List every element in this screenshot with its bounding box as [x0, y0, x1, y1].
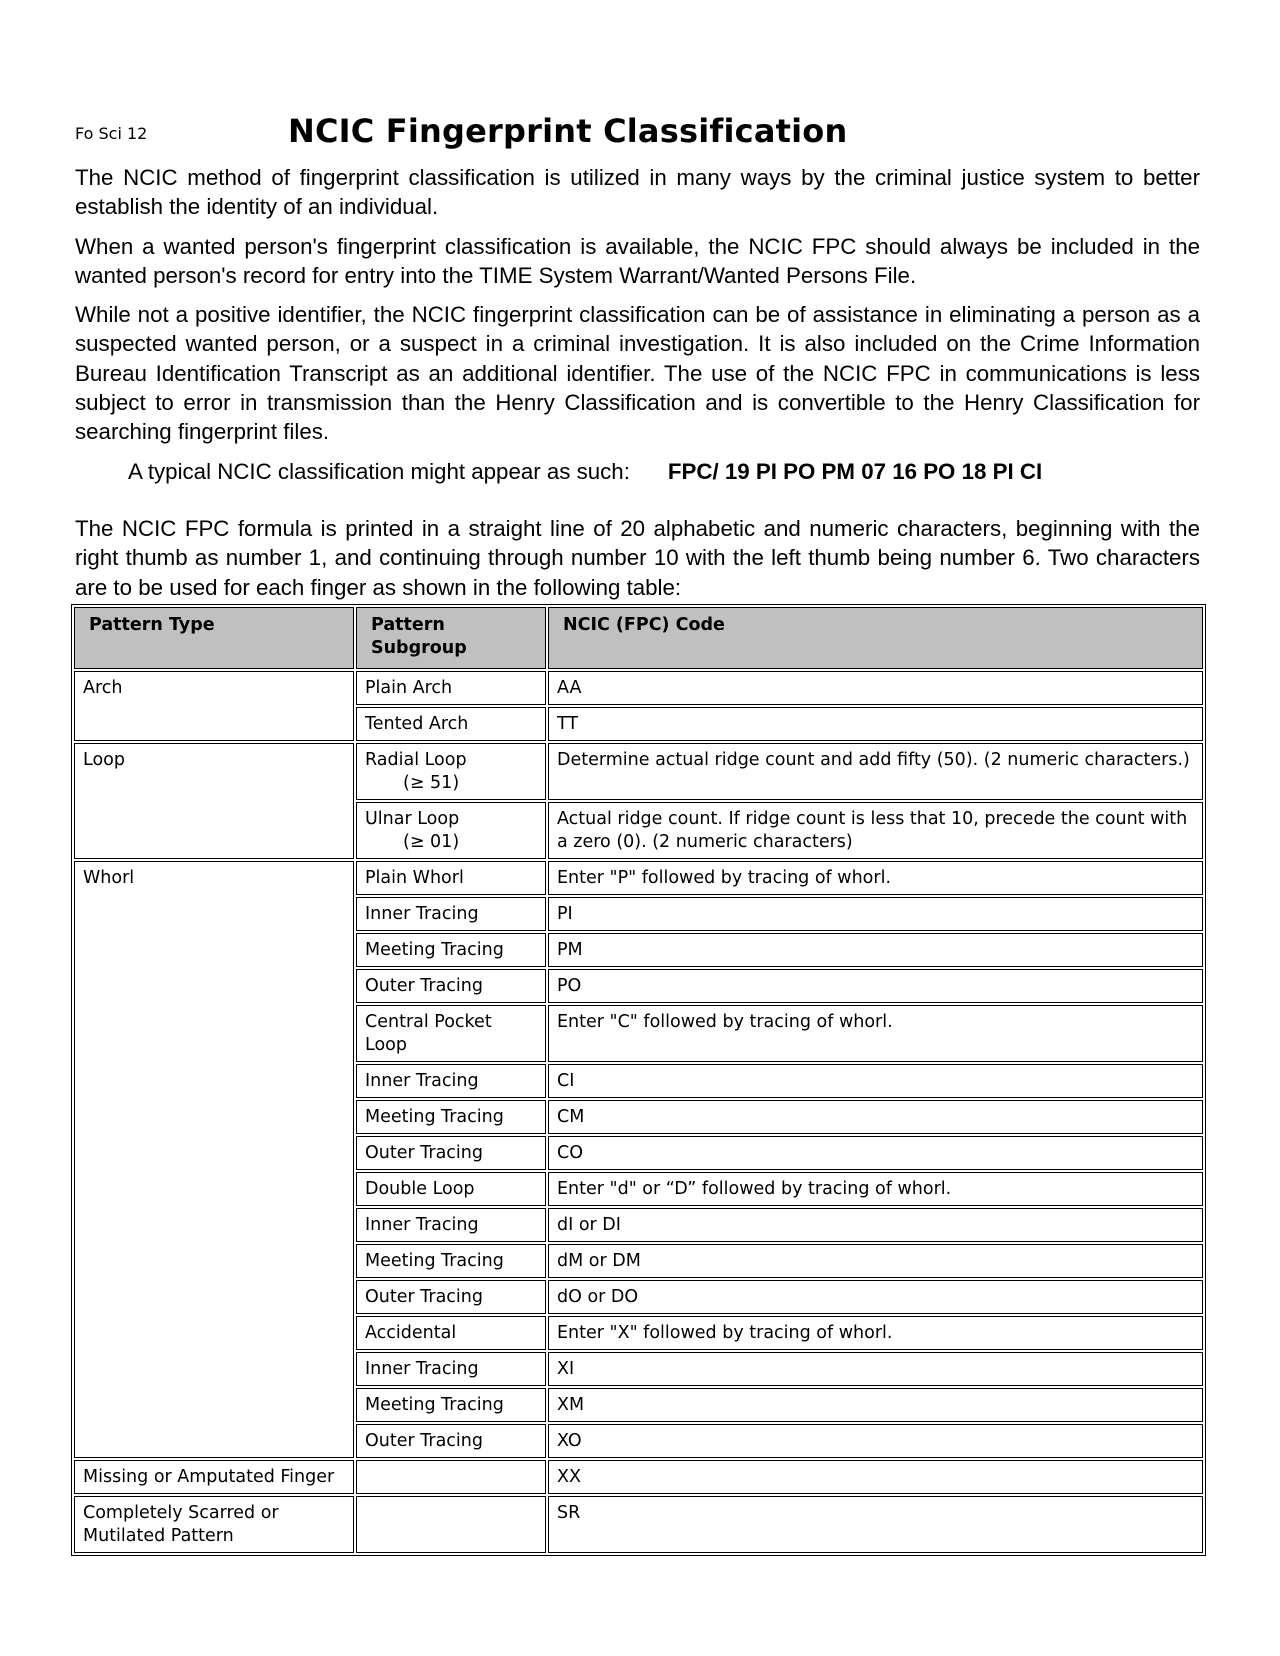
- ncic-code-cell: PO: [548, 969, 1203, 1003]
- typical-label: A typical NCIC classification might appear as such:: [128, 458, 630, 484]
- header-pattern-subgroup: Pattern Subgroup: [356, 607, 546, 669]
- pattern-subgroup-cell: [356, 1280, 546, 1314]
- ncic-code-cell: XI: [548, 1352, 1203, 1386]
- ncic-code-cell: Actual ridge count. If ridge count is less that 10, precede the count with a zero (0). (2 numeric characters): [548, 802, 1203, 859]
- subgroup-name: Outer Tracing: [365, 976, 483, 996]
- pattern-subgroup-cell: [356, 1388, 546, 1422]
- table-row: [74, 1496, 1203, 1553]
- ncic-code-cell: dO or DO: [548, 1280, 1203, 1314]
- document-body: [75, 163, 1200, 612]
- ncic-code-cell: Enter "X" followed by tracing of whorl.: [548, 1316, 1203, 1350]
- ncic-code-cell: dI or DI: [548, 1208, 1203, 1242]
- subgroup-name: Plain Whorl: [365, 868, 464, 888]
- pattern-subgroup-cell: [356, 1496, 546, 1553]
- pattern-subgroup-cell: [356, 1316, 546, 1350]
- subgroup-range: (≥ 01): [403, 832, 460, 852]
- subgroup-name: Outer Tracing: [365, 1287, 483, 1307]
- paragraph: The NCIC method of fingerprint classification is utilized in many ways by the criminal justice system to better establish the identity of an individual.: [75, 165, 1200, 220]
- ncic-code-cell: XM: [548, 1388, 1203, 1422]
- pattern-subgroup-cell: [356, 1208, 546, 1242]
- pattern-subgroup-cell: [356, 1136, 546, 1170]
- ncic-code-cell: Enter "C" followed by tracing of whorl.: [548, 1005, 1203, 1062]
- subgroup-name: Outer Tracing: [365, 1143, 483, 1163]
- paragraph: The NCIC FPC formula is printed in a straight line of 20 alphabetic and numeric characters, beginning with the right thumb as number 1, and continuing through number 10 with the left thumb being number 6. Two characters are to be used for each finger as shown in the following table:: [75, 515, 1200, 600]
- subgroup-name: Inner Tracing: [365, 1359, 479, 1379]
- ncic-code-cell: CI: [548, 1064, 1203, 1098]
- ncic-code-cell: XX: [548, 1460, 1203, 1494]
- subgroup-name: Inner Tracing: [365, 904, 479, 924]
- ncic-code-cell: CM: [548, 1100, 1203, 1134]
- subgroup-name: Meeting Tracing: [365, 1107, 504, 1127]
- subgroup-name: Outer Tracing: [365, 1431, 483, 1451]
- typical-classification: [75, 457, 1200, 486]
- pattern-subgroup-cell: [356, 1005, 546, 1062]
- subgroup-name: Radial Loop: [365, 750, 467, 770]
- table-row: [74, 671, 1203, 705]
- pattern-subgroup-cell: [356, 671, 546, 705]
- course-label: Fo Sci 12: [75, 124, 148, 143]
- subgroup-name: Double Loop: [365, 1179, 475, 1199]
- pattern-subgroup-cell: [356, 1064, 546, 1098]
- pattern-subgroup-cell: [356, 861, 546, 895]
- ncic-code-cell: PM: [548, 933, 1203, 967]
- ncic-code-cell: AA: [548, 671, 1203, 705]
- table-row: [74, 861, 1203, 895]
- table-row: [74, 1460, 1203, 1494]
- pattern-type-cell: Missing or Amputated Finger: [74, 1460, 354, 1494]
- pattern-subgroup-cell: [356, 802, 546, 859]
- ncic-code-cell: XO: [548, 1424, 1203, 1458]
- pattern-subgroup-cell: [356, 1424, 546, 1458]
- page-header: [75, 112, 1205, 152]
- pattern-type-cell: Whorl: [74, 861, 354, 1458]
- fpc-code-table: [71, 604, 1206, 1556]
- paragraph: While not a positive identifier, the NCIC fingerprint classification can be of assistance in eliminating a person as a suspected wanted person, or a suspect in a criminal investigation. It is also included on the Crime Information Bureau Identification Transcript as an additional identifier. The use of the NCIC FPC in communications is less subject to error in transmission than the Henry Classification and is convertible to the Henry Classification for searching fingerprint files.: [75, 302, 1200, 445]
- ncic-code-cell: TT: [548, 707, 1203, 741]
- subgroup-name: Central Pocket Loop: [365, 1012, 492, 1055]
- subgroup-name: Ulnar Loop: [365, 809, 460, 829]
- header-ncic-code: NCIC (FPC) Code: [548, 607, 1203, 669]
- ncic-code-cell: SR: [548, 1496, 1203, 1553]
- pattern-subgroup-cell: [356, 969, 546, 1003]
- pattern-subgroup-cell: [356, 1172, 546, 1206]
- table-header-row: [74, 607, 1203, 669]
- pattern-subgroup-cell: [356, 933, 546, 967]
- paragraph: When a wanted person's fingerprint classification is available, the NCIC FPC should always be included in the wanted person's record for entry into the TIME System Warrant/Wanted Persons File.: [75, 233, 1200, 288]
- ncic-code-cell: Enter "d" or “D” followed by tracing of whorl.: [548, 1172, 1203, 1206]
- subgroup-name: Meeting Tracing: [365, 1395, 504, 1415]
- ncic-code-cell: PI: [548, 897, 1203, 931]
- ncic-code-cell: CO: [548, 1136, 1203, 1170]
- ncic-code-cell: Determine actual ridge count and add fifty (50). (2 numeric characters.): [548, 743, 1203, 800]
- subgroup-range: (≥ 51): [403, 773, 460, 793]
- pattern-subgroup-cell: [356, 707, 546, 741]
- pattern-subgroup-cell: [356, 1244, 546, 1278]
- pattern-type-cell: Completely Scarred or Mutilated Pattern: [74, 1496, 354, 1553]
- subgroup-name: Meeting Tracing: [365, 940, 504, 960]
- pattern-subgroup-cell: [356, 1352, 546, 1386]
- subgroup-name: Plain Arch: [365, 678, 453, 698]
- subgroup-name: Inner Tracing: [365, 1215, 479, 1235]
- page-title: NCIC Fingerprint Classification: [288, 112, 848, 150]
- subgroup-name: Meeting Tracing: [365, 1251, 504, 1271]
- pattern-subgroup-cell: [356, 1460, 546, 1494]
- subgroup-name: Tented Arch: [365, 714, 469, 734]
- pattern-type-cell: Arch: [74, 671, 354, 741]
- pattern-subgroup-cell: [356, 743, 546, 800]
- subgroup-name: Accidental: [365, 1323, 457, 1343]
- header-pattern-type: Pattern Type: [74, 607, 354, 669]
- subgroup-name: Inner Tracing: [365, 1071, 479, 1091]
- pattern-subgroup-cell: [356, 1100, 546, 1134]
- ncic-code-cell: dM or DM: [548, 1244, 1203, 1278]
- ncic-code-cell: Enter "P" followed by tracing of whorl.: [548, 861, 1203, 895]
- table-row: [74, 743, 1203, 800]
- pattern-subgroup-cell: [356, 897, 546, 931]
- pattern-type-cell: Loop: [74, 743, 354, 859]
- typical-example: FPC/ 19 PI PO PM 07 16 PO 18 PI CI: [667, 458, 1043, 484]
